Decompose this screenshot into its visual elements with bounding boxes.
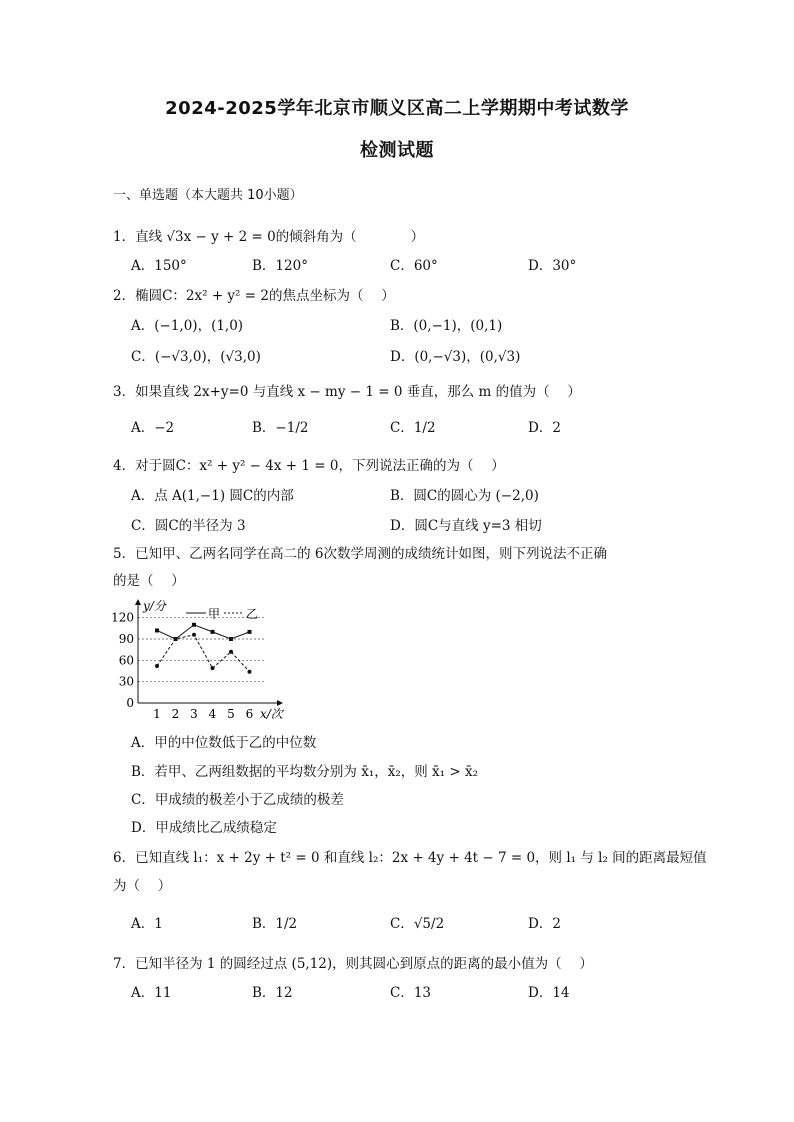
data-point-yi [155, 664, 159, 668]
q6-option-d: D．2 [528, 916, 561, 932]
data-point-jia [211, 630, 215, 634]
q6-option-b: B．1/2 [252, 916, 298, 932]
q6-option-a: A．1 [131, 916, 163, 932]
data-point-jia [155, 628, 159, 632]
data-point-yi [211, 666, 215, 670]
y-axis-label: y/分 [143, 599, 166, 613]
y-tick-label: 90 [118, 632, 134, 646]
q1-option-d: D．30° [528, 258, 577, 274]
q3-option-b: B．−1/2 [252, 420, 309, 436]
q4-option-a: A．点 A(1,−1) 圆C的内部 [131, 488, 294, 504]
section-heading: 一、单选题（本大题共 10小题） [113, 188, 303, 203]
q4-option-d: D．圆C与直线 y=3 相切 [390, 518, 542, 534]
question-5-stem-line2: 的是（ ） [113, 573, 185, 589]
question-1-stem: 1．直线 √3x − y + 2 = 0的倾斜角为（ ） [113, 229, 425, 245]
series-line-jia [157, 625, 250, 639]
question-6-stem-line1: 6．已知直线 l₁：x + 2y + t² = 0 和直线 l₂：2x + 4y + 4t − 7 = 0，则 l₁ 与 l₂ 间的距离最短值 [113, 850, 707, 866]
exam-title: 2024-2025学年北京市顺义区高二上学期期中考试数学 [165, 98, 629, 119]
q3-option-a: A．−2 [131, 420, 175, 436]
data-point-yi [229, 650, 233, 654]
x-tick-label: 2 [171, 707, 180, 721]
q2-option-b: B．(0,−1)，(0,1) [390, 318, 503, 334]
q5-option-a: A．甲的中位数低于乙的中位数 [131, 735, 317, 751]
q6-option-c: C．√5/2 [390, 916, 445, 932]
q7-option-d: D．14 [528, 985, 570, 1001]
y-tick-label: 120 [111, 610, 134, 625]
legend-label-jia: 甲 [208, 607, 221, 621]
q7-option-c: C．13 [390, 985, 432, 1001]
chart-legend [186, 607, 258, 621]
q2-option-c: C．(−√3,0)，(√3,0) [131, 349, 261, 365]
x-axis-label: x/次 [260, 707, 283, 721]
exam-subtitle: 检测试题 [360, 140, 434, 161]
question-4-stem: 4．对于圆C：x² + y² − 4x + 1 = 0，下列说法正确的为（ ） [113, 458, 505, 474]
q2-option-d: D．(0,−√3)，(0,√3) [390, 349, 521, 365]
q3-option-c: C．1/2 [390, 420, 436, 436]
q5-option-c: C．甲成绩的极差小于乙成绩的极差 [131, 792, 344, 808]
q5-option-d: D．甲成绩比乙成绩稳定 [131, 820, 277, 836]
series-line-yi [157, 635, 250, 672]
q1-option-b: B．120° [252, 258, 308, 274]
q3-option-d: D．2 [528, 420, 561, 436]
question-5-stem-line1: 5．已知甲、乙两名同学在高二的 6次数学周测的成绩统计如图，则下列说法不正确 [113, 546, 607, 562]
q4-option-c: C．圆C的半径为 3 [131, 518, 246, 534]
y-tick-label: 30 [118, 674, 134, 689]
data-point-yi [248, 670, 252, 674]
q2-option-a: A．(−1,0)，(1,0) [131, 318, 244, 334]
data-point-yi [192, 633, 196, 637]
question-3-stem: 3．如果直线 2x+y=0 与直线 x − my − 1 = 0 垂直，那么 m 的值为（ ） [113, 384, 581, 400]
x-tick-label: 4 [208, 707, 217, 721]
q7-option-a: A．11 [131, 985, 172, 1001]
x-tick-label: 3 [190, 707, 198, 721]
q4-option-b: B．圆C的圆心为 (−2,0) [390, 488, 539, 504]
q1-option-a: A．150° [131, 258, 187, 274]
question-6-stem-line2: 为（ ） [113, 878, 172, 894]
score-line-chart [110, 596, 300, 726]
data-point-jia [248, 630, 252, 634]
question-7-stem: 7．已知半径为 1 的圆经过点 (5,12)，则其圆心到原点的距离的最小值为（ ） [113, 956, 593, 972]
q5-option-b: B．若甲、乙两组数据的平均数分别为 x̄₁，x̄₂，则 x̄₁ > x̄₂ [131, 764, 478, 780]
question-2-stem: 2．椭圆C：2x² + y² = 2的焦点坐标为（ ） [113, 288, 395, 304]
y-tick-label: 0 [126, 696, 134, 710]
x-tick-label: 5 [227, 707, 235, 721]
y-tick-label: 60 [118, 653, 134, 668]
data-point-yi [174, 637, 178, 641]
data-point-jia [229, 637, 233, 641]
x-tick-label: 6 [245, 707, 254, 721]
legend-label-yi: 乙 [246, 607, 259, 621]
q7-option-b: B．12 [252, 985, 293, 1001]
x-tick-label: 1 [153, 707, 161, 721]
data-point-jia [192, 623, 196, 627]
q1-option-c: C．60° [390, 258, 438, 274]
